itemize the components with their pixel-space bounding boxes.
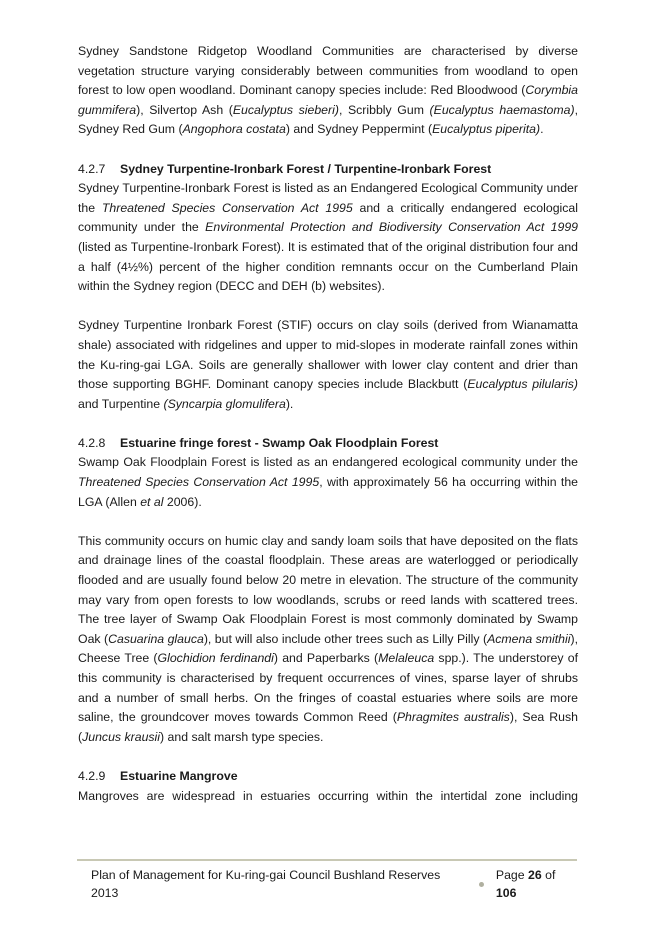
footer-divider xyxy=(77,859,577,861)
section-heading-4-2-8: 4.2.8 Estuarine fringe forest - Swamp Oak Floodplain Forest xyxy=(78,435,439,450)
footer-bullet-icon xyxy=(479,882,484,887)
section-4-2-8-paragraph-2: This community occurs on humic clay and sandy loam soils that have deposited on the flats and drainage lines of the coastal floodplain. These areas are waterlogged or periodically flooded and are usually found below 20 metre in elevation. The structure of the community may vary from open forests to low woodlands, scrubs or reed lands with scattered trees. The tree layer of Swamp Oak Floodplain Forest is most commonly dominated by Swamp Oak (Casuarina glauca), but will also include other trees such as Lilly Pilly (Acmena smithii), Cheese Tree (Glochidion ferdinandi) and Paperbarks (Melaleuca spp.). The understorey of this community is characterised by frequent occurrences of vines, sparse layer of shrubs and a number of small herbs. On the fringes of coastal estuaries where soils are more saline, the groundcover moves towards Common Reed (Phragmites australis), Sea Rush (Juncus krausii) and salt marsh type species. xyxy=(78,533,579,744)
section-4-2-9-paragraph-1: Mangroves are widespread in estuaries occurring within the intertidal zone including xyxy=(78,788,578,803)
section-4-2-7-paragraph-1: Sydney Turpentine-Ironbark Forest is listed as an Endangered Ecological Community under the Threatened Species Conservation Act 1995 and a critically endangered ecological community under the Environmental Protection and Biodiversity Conservation Act 1999 (listed as Turpentine-Ironbark Forest). It is estimated that of the original distribution four and a half (4½%) percent of the higher condition remnants occur on the Cumberland Plain within the Sydney region (DECC and DEH (b) websites). xyxy=(78,181,579,294)
footer-document-title: Plan of Management for Ku-ring-gai Council Bushland Reserves 2013 xyxy=(91,868,441,900)
section-heading-4-2-9: 4.2.9 Estuarine Mangrove xyxy=(78,768,238,783)
section-4-2-8-paragraph-1: Swamp Oak Floodplain Forest is listed as an endangered ecological community under the Threatened Species Conservation Act 1995, with approximately 56 ha occurring within the LGA (Allen et al 2006). xyxy=(78,455,578,509)
document-body xyxy=(78,42,578,806)
total-page-count: 106 xyxy=(495,886,517,900)
intro-paragraph: Sydney Sandstone Ridgetop Woodland Communities are characterised by diverse vegetation structure varying considerably between communities from woodland to open forest to low open woodland. Dominant canopy species include: Red Bloodwood (Corymbia gummifera), Silvertop Ash (Eucalyptus sieberi), Scribbly Gum (Eucalyptus haemastoma), Sydney Red Gum (Angophora costata) and Sydney Peppermint (Eucalyptus piperita). xyxy=(78,44,578,137)
current-page-number: 26 xyxy=(528,868,542,882)
section-4-2-7-paragraph-2: Sydney Turpentine Ironbark Forest (STIF) occurs on clay soils (derived from Wianamatta shale) associated with ridgelines and upper to mid-slopes in moderate rainfall zones within the Ku-ring-gai LGA. Soils are generally shallower with lower clay content and drier than those supporting BGHF. Dominant canopy species include Blackbutt (Eucalyptus pilularis) and Turpentine (Syncarpia glomulifera). xyxy=(78,318,578,411)
page-footer xyxy=(91,866,578,902)
section-heading-4-2-7: 4.2.7 Sydney Turpentine-Ironbark Forest / Turpentine-Ironbark Forest xyxy=(78,161,492,176)
page-indicator: Page 26 of 106 xyxy=(495,868,556,900)
